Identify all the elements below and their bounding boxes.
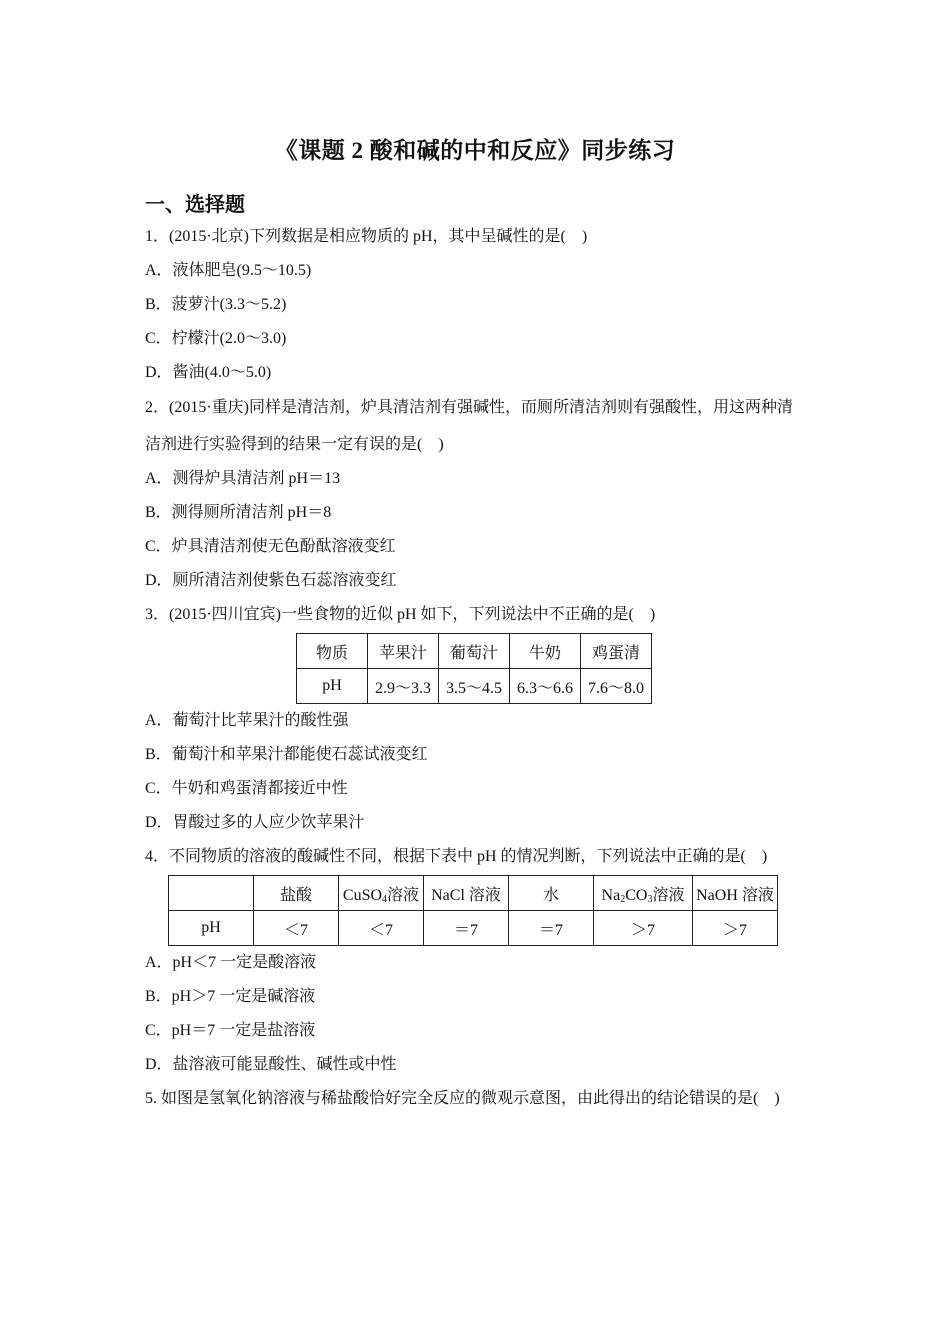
q2-option-a: A．测得炉具清洁剂 pH＝13 — [145, 470, 341, 487]
q3-option-d: D．胃酸过多的人应少饮苹果汁 — [145, 814, 365, 831]
q1-stem: 1．(2015·北京)下列数据是相应物质的 pH，其中呈碱性的是( ) — [145, 228, 588, 245]
table-cell: 水 — [509, 876, 594, 911]
table-cell — [594, 876, 693, 911]
q4-option-b: B．pH＞7 一定是碱溶液 — [145, 988, 316, 1005]
q2-stem-line1: 2．(2015·重庆)同样是清洁剂，炉具清洁剂有强碱性，而厕所清洁剂则有强酸性，用这两种清 — [145, 399, 793, 416]
section-heading: 一、选择题 — [145, 194, 245, 216]
q4-option-d: D．盐溶液可能显酸性、碱性或中性 — [145, 1056, 397, 1073]
formula-text: CO — [625, 886, 648, 904]
q4-ph-table — [168, 875, 778, 946]
formula-subscript: 4 — [382, 893, 388, 905]
table-row — [169, 911, 778, 946]
table-cell — [339, 876, 424, 911]
table-cell: 物质 — [297, 634, 368, 669]
formula-text: 溶液 — [387, 886, 420, 904]
table-cell: NaOH 溶液 — [693, 876, 778, 911]
q2-stem-line2: 洁剂进行实验得到的结果一定有误的是( ) — [145, 436, 444, 453]
table-cell: 葡萄汁 — [439, 634, 510, 669]
table-cell: ＜7 — [254, 911, 339, 946]
q1-option-b: B．菠萝汁(3.3～5.2) — [145, 296, 287, 313]
formula-subscript: 3 — [647, 893, 653, 905]
q3-option-c: C．牛奶和鸡蛋清都接近中性 — [145, 780, 348, 797]
table-cell: 3.5～4.5 — [439, 669, 510, 704]
table-cell: pH — [169, 911, 254, 946]
table-cell: 盐酸 — [254, 876, 339, 911]
q1-option-a: A．液体肥皂(9.5～10.5) — [145, 262, 312, 279]
q2-option-d: D．厕所清洁剂使紫色石蕊溶液变红 — [145, 572, 397, 589]
table-cell: pH — [297, 669, 368, 704]
q3-stem: 3．(2015·四川宜宾)一些食物的近似 pH 如下，下列说法中不正确的是( ) — [145, 606, 656, 623]
q3-option-b: B．葡萄汁和苹果汁都能使石蕊试液变红 — [145, 746, 428, 763]
formula-text: 溶液 — [652, 886, 685, 904]
q4-stem: 4．不同物质的溶液的酸碱性不同，根据下表中 pH 的情况判断，下列说法中正确的是( ) — [145, 848, 768, 865]
table-row — [169, 876, 778, 911]
table-row — [297, 669, 652, 704]
formula-text: CuSO — [342, 886, 383, 904]
table-cell: ＜7 — [339, 911, 424, 946]
table-cell: ＝7 — [509, 911, 594, 946]
formula-text: Na — [601, 886, 621, 904]
table-cell: ＞7 — [693, 911, 778, 946]
q4-option-a: A．pH＜7 一定是酸溶液 — [145, 954, 317, 971]
table-cell: NaCl 溶液 — [424, 876, 509, 911]
q2-option-b: B．测得厕所清洁剂 pH＝8 — [145, 504, 332, 521]
table-cell: ＝7 — [424, 911, 509, 946]
table-cell: 苹果汁 — [368, 634, 439, 669]
table-cell: ＞7 — [594, 911, 693, 946]
table-cell: 7.6～8.0 — [581, 669, 652, 704]
q5-stem: 5. 如图是氢氧化钠溶液与稀盐酸恰好完全反应的微观示意图，由此得出的结论错误的是( ) — [145, 1090, 780, 1107]
q4-option-c: C．pH＝7 一定是盐溶液 — [145, 1022, 316, 1039]
q3-option-a: A．葡萄汁比苹果汁的酸性强 — [145, 712, 349, 729]
table-cell: 鸡蛋清 — [581, 634, 652, 669]
q1-option-c: C．柠檬汁(2.0～3.0) — [145, 330, 287, 347]
q2-option-c: C．炉具清洁剂使无色酚酞溶液变红 — [145, 538, 396, 555]
table-row — [297, 634, 652, 669]
table-cell — [169, 876, 254, 911]
table-cell: 6.3～6.6 — [510, 669, 581, 704]
formula-subscript: 2 — [620, 893, 626, 905]
q3-ph-table — [296, 633, 652, 704]
document-title: 《课题 2 酸和碱的中和反应》同步练习 — [274, 138, 676, 163]
q1-option-d: D．酱油(4.0～5.0) — [145, 364, 272, 381]
table-cell: 牛奶 — [510, 634, 581, 669]
table-cell: 2.9～3.3 — [368, 669, 439, 704]
